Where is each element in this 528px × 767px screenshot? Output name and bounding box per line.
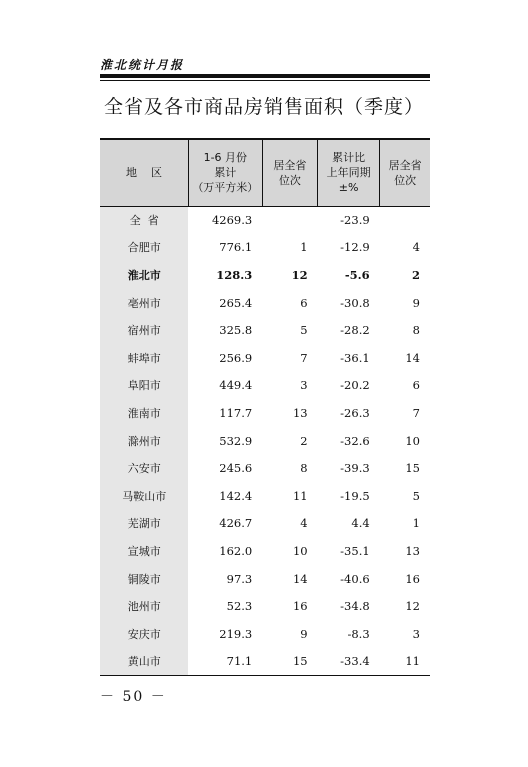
region-cell: 池州市	[100, 592, 188, 620]
table-row	[100, 592, 430, 620]
yoy-rank-cell: 7	[412, 405, 420, 420]
area-rank-cell: 16	[292, 599, 308, 614]
area-cell: 449.4	[219, 378, 253, 393]
table-row	[100, 289, 430, 317]
area-cell: 325.8	[219, 323, 253, 338]
region-cell: 淮南市	[100, 399, 188, 427]
yoy-cell: -32.6	[340, 433, 370, 448]
table-row	[100, 454, 430, 482]
yoy-cell: -40.6	[340, 571, 370, 586]
yoy-rank-cell: 4	[412, 240, 420, 255]
area-rank-cell: 7	[300, 350, 308, 365]
yoy-rank-cell: 5	[412, 488, 420, 503]
yoy-cell: -26.3	[340, 405, 370, 420]
region-cell: 合肥市	[100, 234, 188, 262]
yoy-rank-cell: 16	[405, 571, 420, 586]
yoy-rank-cell: 2	[411, 267, 420, 282]
area-cell: 128.3	[216, 267, 253, 282]
area-cell: 162.0	[219, 543, 253, 558]
area-cell: 4269.3	[211, 213, 253, 228]
table-row	[100, 261, 430, 289]
yoy-cell: -39.3	[340, 461, 370, 476]
area-cell: 256.9	[219, 350, 253, 365]
region-cell: 铜陵市	[100, 565, 188, 593]
yoy-rank-cell: 11	[405, 654, 420, 669]
yoy-cell: -36.1	[340, 350, 370, 365]
area-rank-cell: 1	[300, 240, 308, 255]
table-row	[100, 316, 430, 344]
area-rank-cell: 10	[292, 543, 308, 558]
region-cell: 淮北市	[100, 261, 188, 289]
yoy-rank-cell	[380, 206, 430, 234]
area-cell: 532.9	[219, 433, 253, 448]
region-cell: 马鞍山市	[100, 482, 188, 510]
region-cell: 阜阳市	[100, 372, 188, 400]
area-cell: 219.3	[219, 626, 253, 641]
area-rank-cell: 12	[291, 267, 308, 282]
table-row	[100, 399, 430, 427]
region-cell: 亳州市	[100, 289, 188, 317]
region-cell: 全 省	[100, 206, 188, 234]
yoy-cell: -12.9	[340, 240, 370, 255]
area-rank-cell	[262, 206, 317, 234]
area-cell: 776.1	[219, 240, 253, 255]
yoy-rank-cell: 9	[412, 295, 420, 310]
yoy-rank-cell: 6	[412, 378, 420, 393]
area-rank-cell: 3	[300, 378, 308, 393]
region-cell: 宣城市	[100, 537, 188, 565]
table-row	[100, 427, 430, 455]
table-row	[100, 565, 430, 593]
region-cell: 芜湖市	[100, 510, 188, 538]
table-row	[100, 482, 430, 510]
region-cell: 六安市	[100, 454, 188, 482]
page-number: － 50 －	[100, 689, 167, 705]
table-row	[100, 510, 430, 538]
yoy-rank-cell: 15	[405, 461, 420, 476]
header-region: 地 区	[100, 139, 188, 206]
header-rule-thick	[100, 74, 430, 78]
yoy-rank-cell: 14	[405, 350, 420, 365]
publication-header: 淮北统计月报	[100, 58, 185, 72]
region-cell: 蚌埠市	[100, 344, 188, 372]
yoy-rank-cell: 13	[405, 543, 420, 558]
yoy-cell: -34.8	[340, 599, 370, 614]
yoy-cell: -5.6	[344, 267, 370, 282]
region-cell: 黄山市	[100, 648, 188, 676]
area-rank-cell: 15	[292, 654, 308, 669]
yoy-cell: -19.5	[340, 488, 370, 503]
region-cell: 安庆市	[100, 620, 188, 648]
area-rank-cell: 14	[292, 571, 308, 586]
area-rank-cell: 11	[292, 488, 308, 503]
sales-area-table	[100, 138, 430, 676]
area-rank-cell: 2	[300, 433, 308, 448]
yoy-cell: -30.8	[340, 295, 370, 310]
area-rank-cell: 5	[300, 323, 308, 338]
area-cell: 117.7	[219, 405, 253, 420]
table-body	[100, 206, 430, 675]
table-row	[100, 344, 430, 372]
area-rank-cell: 13	[292, 405, 308, 420]
header-area: 1-6 月份 累计 （万平方米）	[188, 139, 262, 206]
yoy-cell: -33.4	[340, 654, 370, 669]
header-rank-area: 居全省 位次	[262, 139, 317, 206]
yoy-rank-cell: 1	[412, 516, 420, 531]
region-cell: 宿州市	[100, 316, 188, 344]
region-cell: 滁州市	[100, 427, 188, 455]
area-cell: 426.7	[219, 516, 253, 531]
yoy-cell: 4.4	[351, 516, 370, 531]
table-row	[100, 234, 430, 262]
yoy-cell: -20.2	[340, 378, 370, 393]
table-row	[100, 620, 430, 648]
area-cell: 52.3	[226, 599, 253, 614]
header-rule-thin	[100, 80, 430, 81]
header-yoy: 累计比 上年同期 ±%	[318, 139, 380, 206]
area-rank-cell: 9	[300, 626, 308, 641]
yoy-cell: -8.3	[347, 626, 370, 641]
table-header	[100, 139, 430, 206]
yoy-rank-cell: 10	[405, 433, 420, 448]
area-cell: 71.1	[226, 654, 253, 669]
area-rank-cell: 6	[300, 295, 308, 310]
area-rank-cell: 4	[300, 516, 308, 531]
yoy-cell: -35.1	[340, 543, 370, 558]
table-row	[100, 372, 430, 400]
area-cell: 245.6	[219, 461, 253, 476]
table-row	[100, 537, 430, 565]
table-row	[100, 206, 430, 234]
area-cell: 142.4	[219, 488, 253, 503]
yoy-rank-cell: 3	[412, 626, 420, 641]
yoy-cell: -23.9	[340, 213, 370, 228]
page-title: 全省及各市商品房销售面积（季度）	[103, 96, 424, 118]
area-rank-cell: 8	[300, 461, 308, 476]
area-cell: 265.4	[219, 295, 253, 310]
yoy-rank-cell: 12	[405, 599, 420, 614]
table-row	[100, 648, 430, 676]
area-cell: 97.3	[226, 571, 253, 586]
yoy-rank-cell: 8	[412, 323, 420, 338]
yoy-cell: -28.2	[340, 323, 370, 338]
header-rank-yoy: 居全省 位次	[380, 139, 430, 206]
